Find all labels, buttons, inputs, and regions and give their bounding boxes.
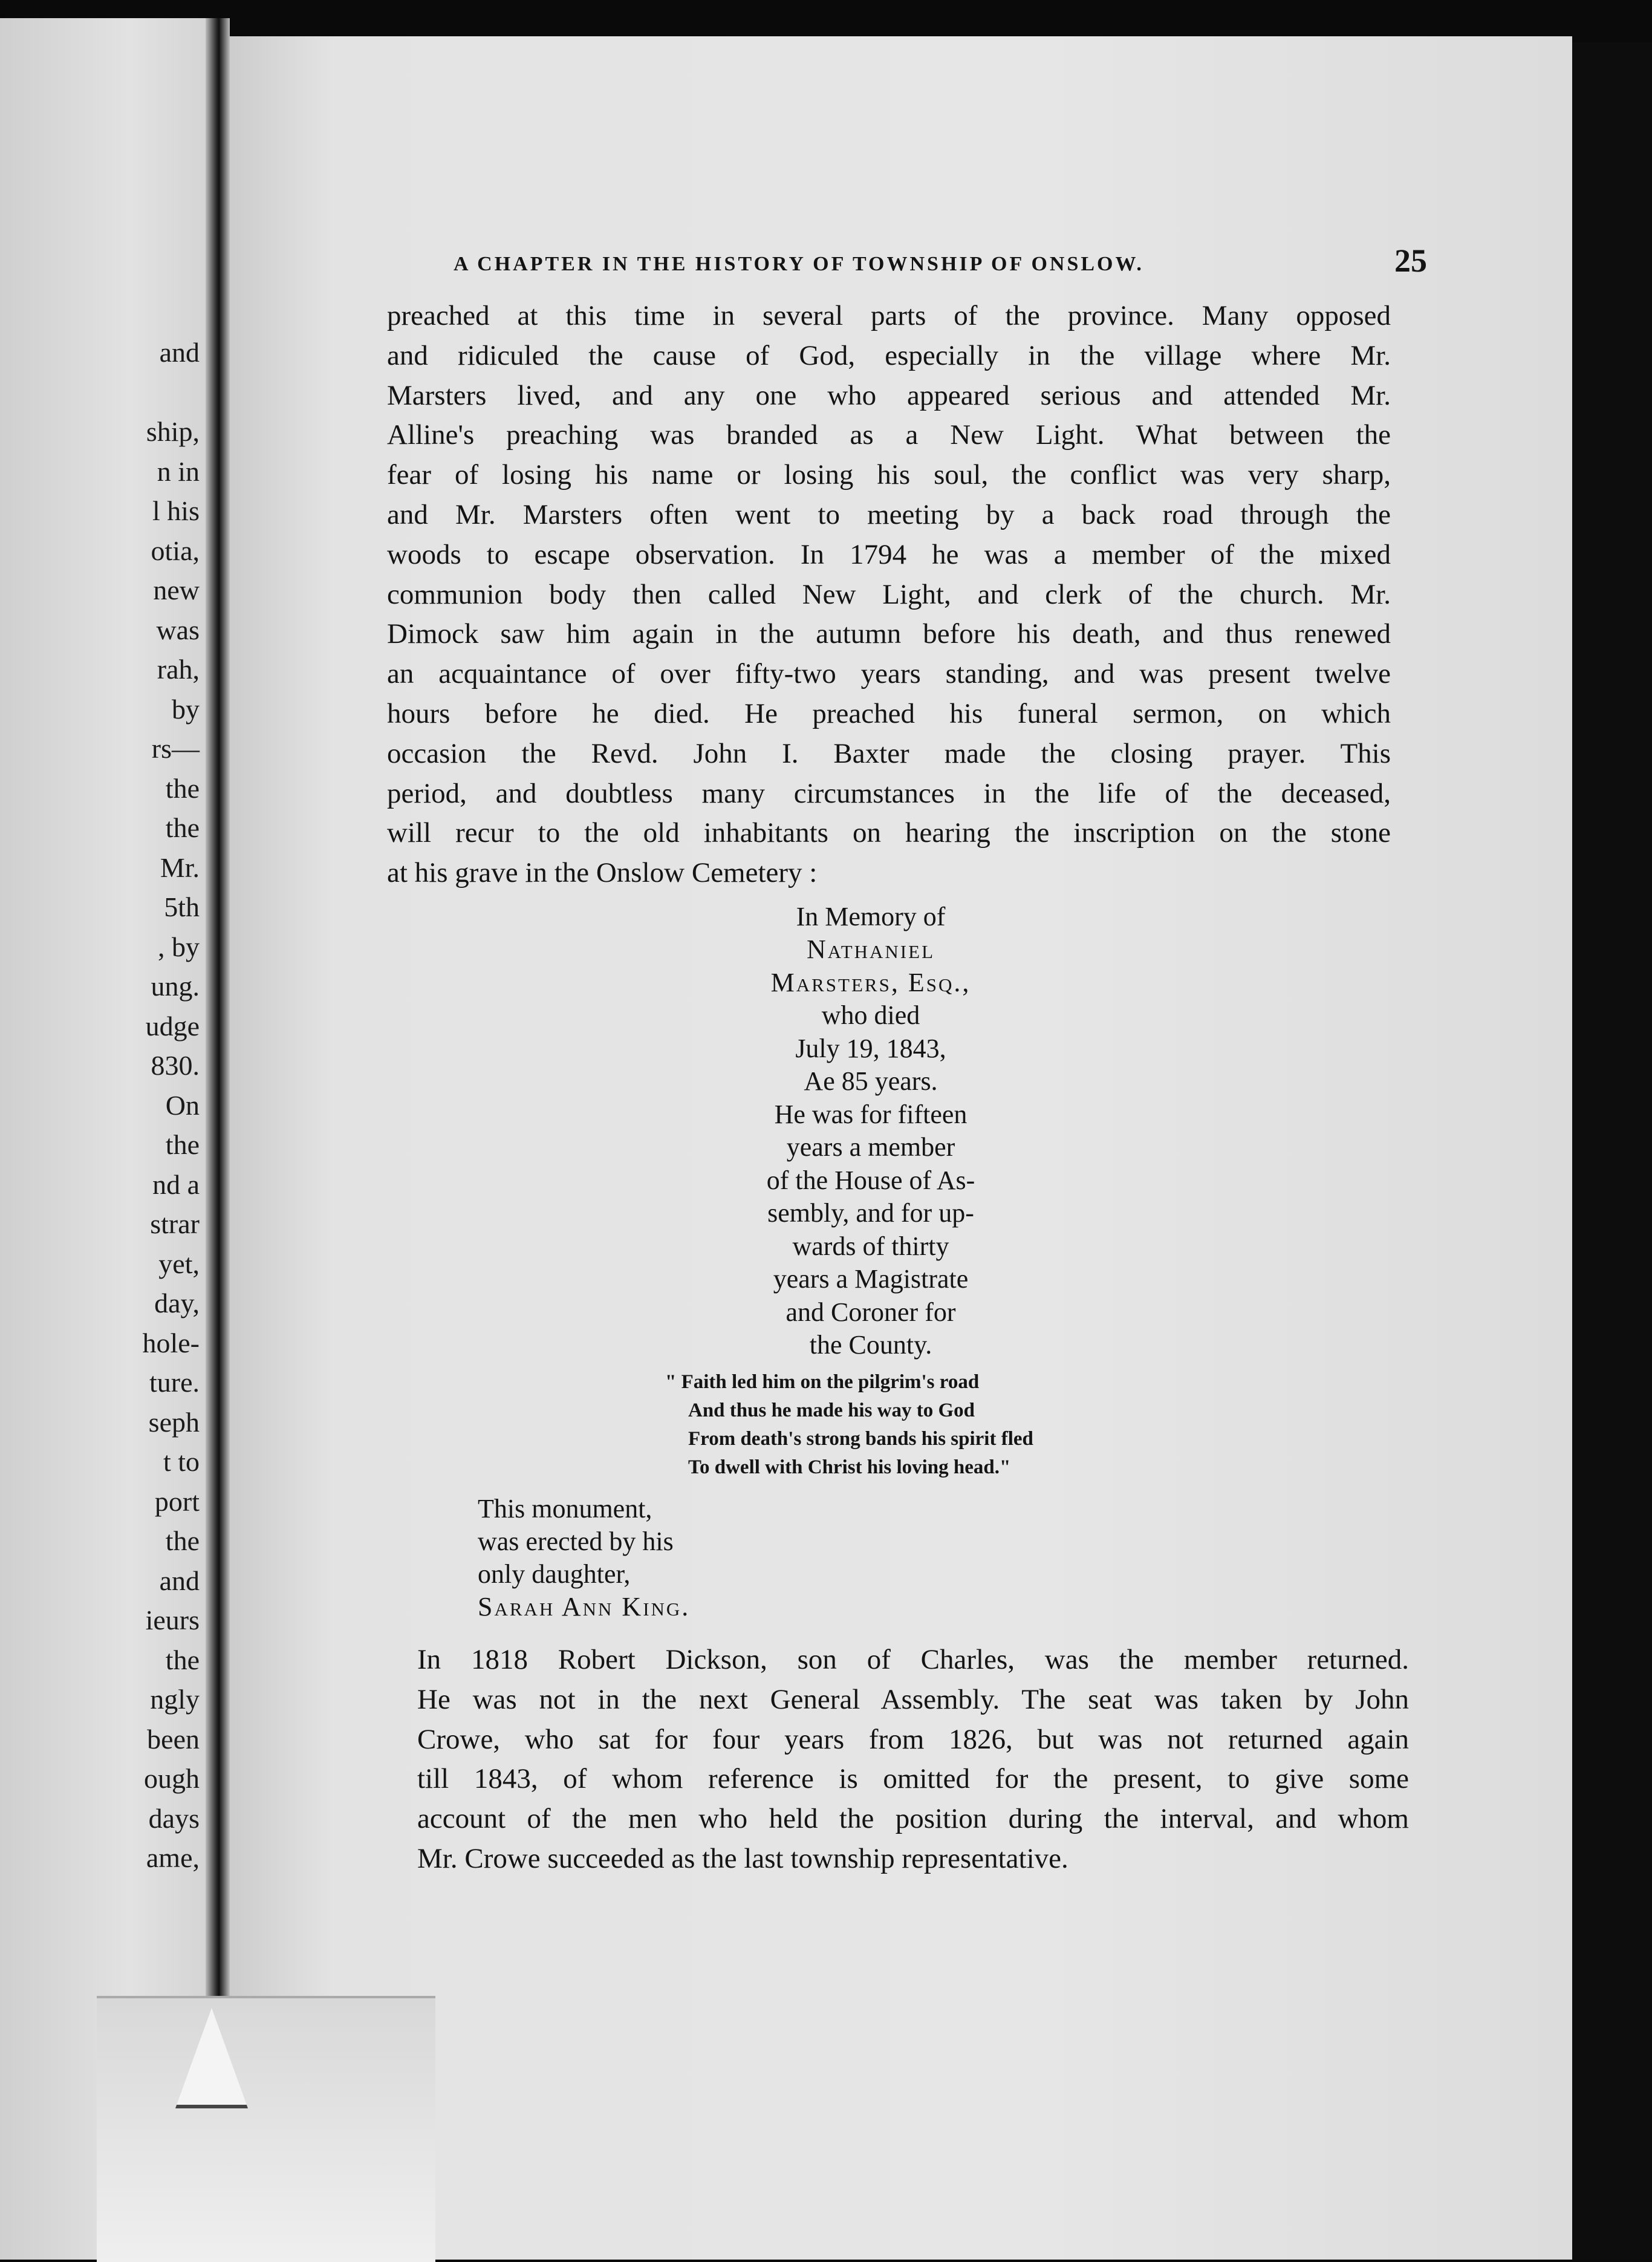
monument-dedication bbox=[478, 1493, 1391, 1623]
left-page-fragment-line: the bbox=[165, 772, 200, 804]
left-page-fragment-line: ngly bbox=[150, 1684, 200, 1715]
inscription-line: He was for fifteen bbox=[774, 1099, 967, 1129]
page-content bbox=[387, 242, 1427, 1879]
paragraph-1-line: Dimock saw him again in the autumn before his death, and thus renewed bbox=[387, 618, 1391, 650]
left-page-fragment-line: the bbox=[165, 1644, 200, 1675]
paragraph-1-line: will recur to the old inhabitants on hearing the inscription on the stone bbox=[387, 817, 1391, 849]
left-page-fragment-line: rah, bbox=[157, 654, 200, 685]
left-page-fragment-line: ture. bbox=[149, 1367, 200, 1398]
monument-line: was erected by his bbox=[478, 1526, 674, 1556]
left-page-fragment-line: rs— bbox=[151, 733, 200, 764]
left-page-fragment-line: new bbox=[153, 575, 200, 605]
verse-line: " Faith led him on the pilgrim's road bbox=[665, 1371, 980, 1393]
left-page-fragment-line: was bbox=[156, 614, 200, 645]
running-head-title: A CHAPTER IN THE HISTORY OF TOWNSHIP OF ONSLOW. bbox=[454, 253, 1144, 275]
scan-border-right bbox=[1572, 42, 1652, 2260]
left-page-fragment-line: ship, bbox=[146, 416, 200, 447]
paragraph-1-line: occasion the Revd. John I. Baxter made the closing prayer. This bbox=[387, 737, 1391, 769]
left-page-fragment-line: 5th bbox=[164, 891, 200, 922]
left-page-fragment-line: udge bbox=[145, 1010, 200, 1041]
paragraph-2-line: Mr. Crowe succeeded as the last township representative. bbox=[417, 1842, 1068, 1874]
paragraph-1-line: Marsters lived, and any one who appeared serious and attended Mr. bbox=[387, 379, 1391, 411]
inscription-line: Nathaniel bbox=[806, 934, 935, 965]
left-page-fragment-line: the bbox=[165, 1525, 200, 1556]
inscription-line: of the House of As- bbox=[766, 1165, 975, 1195]
left-page-fragment-line: t to bbox=[163, 1446, 200, 1477]
paragraph-1-line: hours before he died. He preached his funeral sermon, on which bbox=[387, 697, 1391, 729]
left-page-fragment-line: otia, bbox=[151, 535, 200, 566]
paragraph-2-line: Crowe, who sat for four years from 1826, but was not returned again bbox=[417, 1723, 1409, 1755]
verse-line: To dwell with Christ his loving head." bbox=[688, 1456, 1011, 1478]
left-page-fragment-line: Mr. bbox=[160, 852, 200, 883]
inscription-line: the County. bbox=[809, 1330, 932, 1360]
left-page-fragment-line: hole- bbox=[142, 1327, 200, 1358]
monument-line: This monument, bbox=[478, 1493, 652, 1524]
monument-line: only daughter, bbox=[478, 1559, 631, 1589]
left-page-fragment-line: days bbox=[148, 1802, 200, 1834]
paragraph-2 bbox=[417, 1640, 1409, 1879]
paragraph-1-line: fear of losing his name or losing his soul, the conflict was very sharp, bbox=[387, 459, 1391, 491]
left-page-fragment-line: by bbox=[172, 693, 200, 725]
left-page-fragment-line: the bbox=[165, 1129, 200, 1160]
left-page-fragment-line: strar bbox=[150, 1208, 200, 1239]
left-page-fragment-line: and bbox=[159, 337, 200, 368]
left-page-edge bbox=[0, 18, 218, 2260]
left-page-fragment-line: port bbox=[154, 1485, 200, 1517]
paragraph-1-line: Alline's preaching was branded as a New Light. What between the bbox=[387, 419, 1391, 451]
book-gutter bbox=[206, 18, 230, 2260]
inscription-line: Ae 85 years. bbox=[804, 1066, 938, 1097]
inscription-line: wards of thirty bbox=[792, 1231, 949, 1261]
inscription-line: sembly, and for up- bbox=[767, 1198, 974, 1228]
inscription-line: years a member bbox=[786, 1132, 955, 1162]
paragraph-1-line: period, and doubtless many circumstances in the life of the deceased, bbox=[387, 777, 1391, 809]
page-number: 25 bbox=[1394, 243, 1427, 279]
paragraph-1-line: at his grave in the Onslow Cemetery : bbox=[387, 857, 818, 889]
paragraph-2-line: account of the men who held the position during the interval, and whom bbox=[417, 1803, 1409, 1835]
left-page-fragment-line: , by bbox=[158, 931, 200, 962]
paragraph-1-line: communion body then called New Light, and clerk of the church. Mr. bbox=[387, 578, 1391, 610]
epitaph-verse bbox=[665, 1368, 1391, 1482]
paragraph-2-line: He was not in the next General Assembly. The seat was taken by John bbox=[417, 1683, 1409, 1715]
left-page-fragment-line: day, bbox=[154, 1288, 200, 1318]
paragraph-1-line: an acquaintance of over fifty-two years standing, and was present twelve bbox=[387, 658, 1391, 690]
left-page-fragment-line: been bbox=[147, 1723, 200, 1755]
left-page-fragment-line: ieurs bbox=[145, 1605, 200, 1635]
inscription-line: July 19, 1843, bbox=[795, 1033, 946, 1063]
left-page-fragment-line: On bbox=[165, 1089, 200, 1121]
binding-tab bbox=[97, 1996, 435, 2262]
inscription-line: Marsters, Esq., bbox=[770, 967, 971, 997]
inscription-line: years a Magistrate bbox=[773, 1264, 969, 1294]
inscription-line: In Memory of bbox=[796, 901, 946, 931]
verse-line: From death's strong bands his spirit fled bbox=[688, 1427, 1033, 1450]
inscription-line: and Coroner for bbox=[785, 1297, 956, 1327]
left-page-fragment-line: n in bbox=[157, 455, 200, 487]
paragraph-2-line: In 1818 Robert Dickson, son of Charles, was the member returned. bbox=[417, 1643, 1409, 1675]
left-page-fragment-line bbox=[0, 373, 200, 412]
left-page-fragment-line: yet, bbox=[158, 1248, 200, 1279]
paragraph-1 bbox=[387, 296, 1391, 893]
left-page-fragment-line: nd a bbox=[152, 1168, 200, 1200]
paragraph-1-line: and Mr. Marsters often went to meeting by a back road through the bbox=[387, 498, 1391, 530]
left-page-text-fragments bbox=[0, 333, 200, 1878]
paragraph-1-line: and ridiculed the cause of God, especially in the village where Mr. bbox=[387, 339, 1391, 371]
left-page-fragment-line: ough bbox=[144, 1763, 200, 1794]
left-page-fragment-line: seph bbox=[148, 1406, 200, 1438]
gravestone-inscription bbox=[387, 901, 1354, 1362]
paragraph-1-line: preached at this time in several parts of the province. Many opposed bbox=[387, 300, 1391, 331]
inscription-line: who died bbox=[821, 1000, 920, 1031]
left-page-fragment-line: l his bbox=[152, 495, 200, 526]
left-page-fragment-line: ung. bbox=[151, 971, 200, 1002]
left-page-fragment-line: and bbox=[159, 1565, 200, 1596]
left-page-fragment-line: the bbox=[165, 812, 200, 843]
left-page-fragment-line: 830. bbox=[151, 1050, 200, 1081]
paragraph-2-line: till 1843, of whom reference is omitted for the present, to give some bbox=[417, 1763, 1409, 1795]
paragraph-1-line: woods to escape observation. In 1794 he was a member of the mixed bbox=[387, 538, 1391, 570]
monument-line: Sarah Ann King. bbox=[478, 1591, 691, 1622]
left-page-fragment-line: ame, bbox=[146, 1842, 200, 1873]
verse-line: And thus he made his way to God bbox=[688, 1399, 975, 1421]
running-head bbox=[387, 242, 1427, 296]
